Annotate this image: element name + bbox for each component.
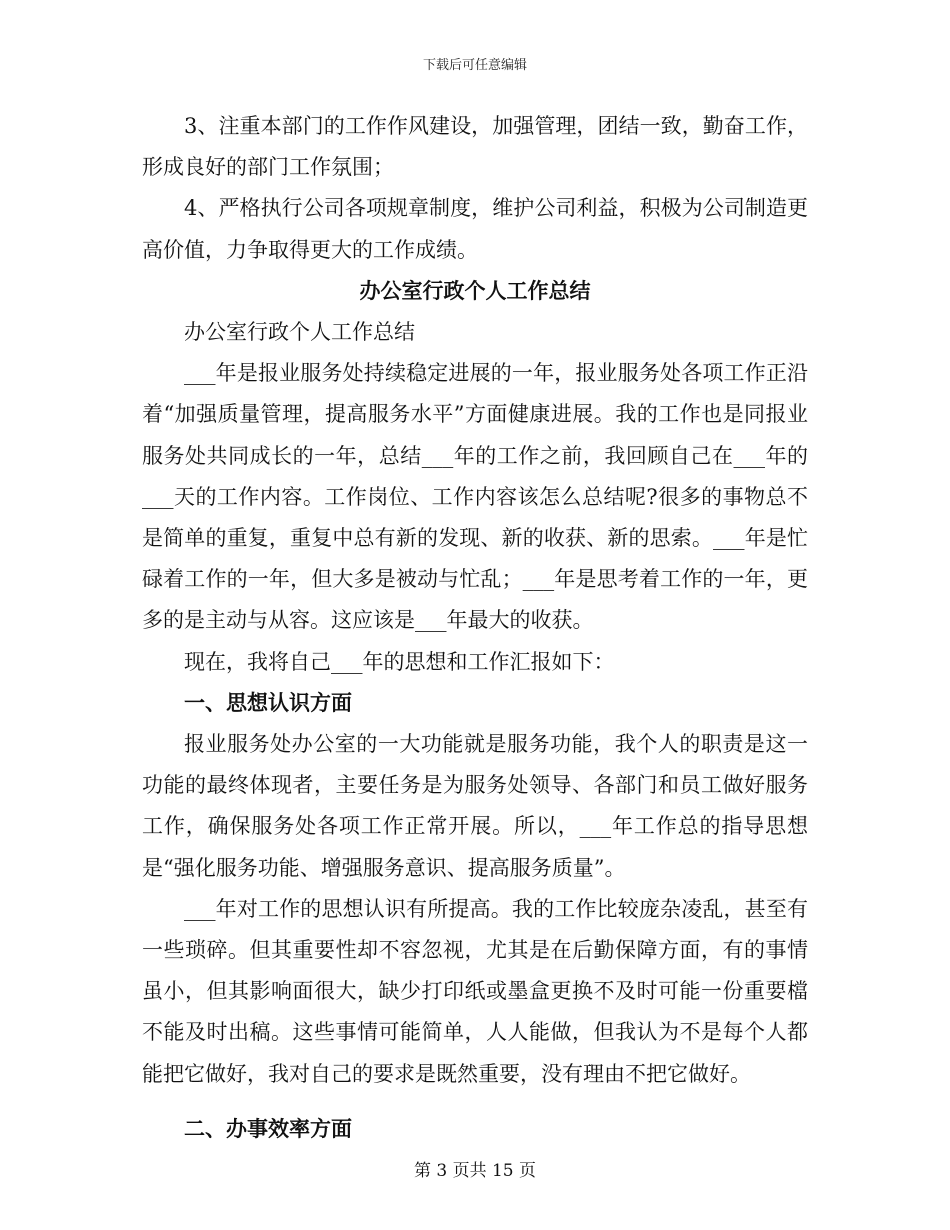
section-heading-efficiency: 二、办事效率方面 [184,1116,352,1141]
list-item-3: 3、注重本部门的工作作风建设，加强管理，团结一致，勤奋工作，形成良好的部门工作氛围； [142,114,808,180]
page-header-note: 下载后可任意编辑 [422,58,527,73]
paragraph-thinking-2: ___年对工作的思想认识有所提高。我的工作比较庞杂凌乱，甚至有一些琐碎。但其重要性却不容忽视，尤其是在后勤保障方面，有的事情虽小，但其影响面很大，缺少打印纸或墨盒更换不及时可能一份重要檔不能及时出稿。这些事情可能简单，人人能做，但我认为不是每个人都能把它做好，我对自己的要求是既然重要，没有理由不把它做好。 [142,896,808,1086]
paragraph-intro: ___年是报业服务处持续稳定进展的一年，报业服务处各项工作正沿着“加强质量管理，提高服务水平”方面健康进展。我的工作也是同报业服务处共同成长的一年，总结___年的工作之前，我回顾自己在___年的___天的工作内容。工作岗位、工作内容该怎么总结呢?很多的事物总不是简单的重复，重复中总有新的发现、新的收获、新的思索。___年是忙碌着工作的一年，但大多是被动与忙乱；___年是思考着工作的一年，更多的是主动与从容。这应该是___年最大的收获。 [142,361,808,633]
list-item-4: 4、严格执行公司各项规章制度，维护公司利益，积极为公司制造更高价值，力争取得更大的工作成绩。 [142,196,808,262]
document-body [142,106,808,1150]
page-number: 第 3 页共 15 页 [413,1161,537,1181]
section-heading-thinking: 一、思想认识方面 [184,690,352,715]
paragraph-thinking-1: 报业服务处办公室的一大功能就是服务功能，我个人的职责是这一功能的最终体现者，主要任务是为服务处领导、各部门和员工做好服务工作，确保服务处各项工作正常开展。所以，___年工作总的指导思想是“强化服务功能、增强服务意识、提高服务质量”。 [142,732,808,880]
paragraph-report-lead: 现在，我将自己___年的思想和工作汇报如下： [184,649,615,674]
article-title: 办公室行政个人工作总结 [359,278,591,303]
article-subtitle: 办公室行政个人工作总结 [184,320,415,345]
spacer [142,1095,808,1109]
